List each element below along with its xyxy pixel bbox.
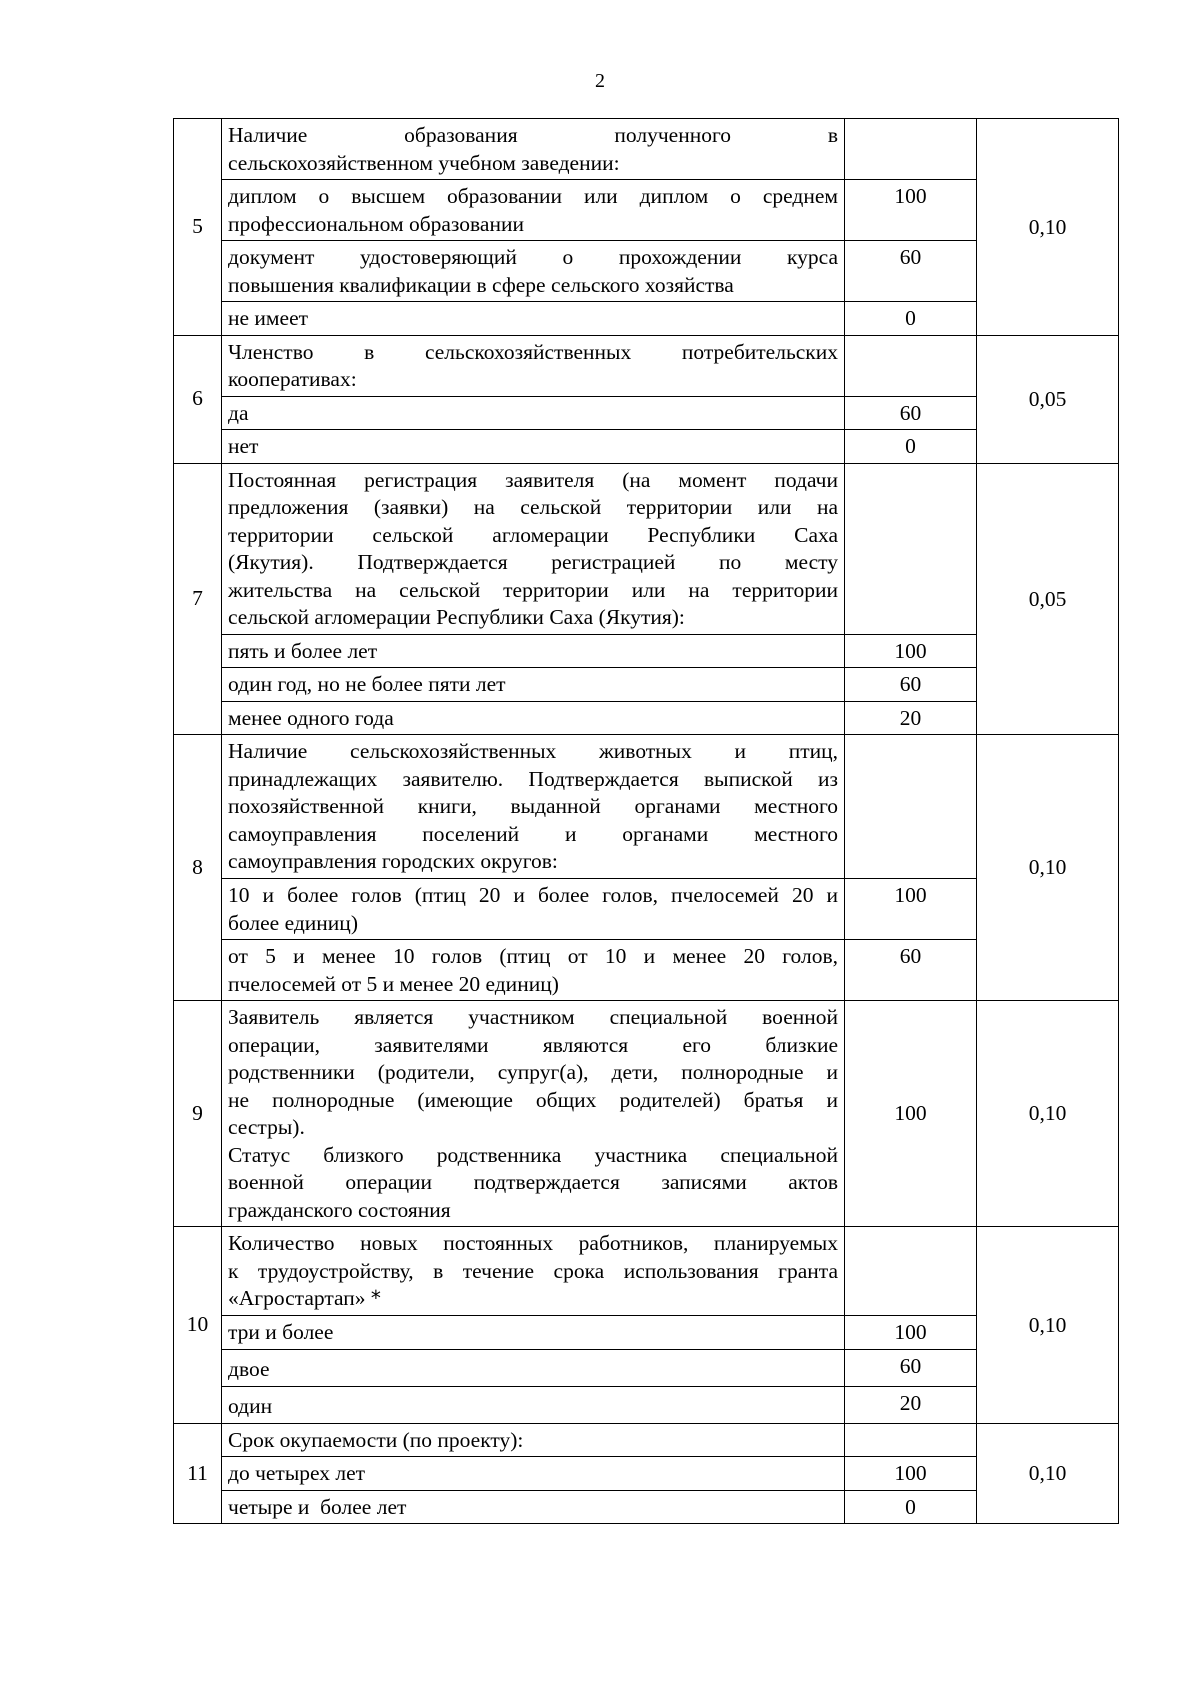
criterion-option: от 5 и менее 10 голов (птиц от 10 и менее 20 голов, пчелосемей от 5 и менее 20 единиц) 60 [174, 940, 1119, 1001]
criterion-row-10 [174, 1227, 1119, 1316]
option-score: 60 [845, 668, 977, 702]
criterion-option: три и более 100 [174, 1316, 1119, 1350]
option-score: 100 [845, 1001, 977, 1227]
score-cell-empty [845, 335, 977, 396]
criterion-number: 8 [174, 735, 222, 1001]
option-score: 100 [845, 1457, 977, 1491]
criterion-row-7 [174, 463, 1119, 634]
criterion-number: 5 [174, 119, 222, 336]
criterion-option: не имеет 0 [174, 302, 1119, 336]
option-score: 100 [845, 180, 977, 241]
option-score: 60 [845, 1349, 977, 1386]
criterion-number: 6 [174, 335, 222, 463]
criterion-number: 10 [174, 1227, 222, 1424]
criterion-number: 11 [174, 1423, 222, 1524]
option-score: 60 [845, 241, 977, 302]
option-score: 0 [845, 302, 977, 336]
criterion-header: Наличие образования полученного в сельскохозяйственном учебном заведении: [222, 119, 845, 180]
option-score: 20 [845, 701, 977, 735]
criterion-number: 9 [174, 1001, 222, 1227]
criterion-option: документ удостоверяющий о прохождении курса повышения квалификации в сфере сельского хозяйства 60 [174, 241, 1119, 302]
criterion-weight: 0,10 [977, 119, 1119, 336]
option-score: 0 [845, 1490, 977, 1524]
option-score: 100 [845, 879, 977, 940]
criterion-option: пять и более лет 100 [174, 634, 1119, 668]
criterion-row-11 [174, 1423, 1119, 1457]
criterion-header: Количество новых постоянных работников, планируемых к трудоустройству, в течение срока использования гранта «Агростартап» * [222, 1227, 845, 1316]
option-score: 60 [845, 940, 977, 1001]
criterion-header: Срок окупаемости (по проекту): [222, 1423, 845, 1457]
page-number: 2 [595, 70, 605, 92]
criterion-option: 10 и более голов (птиц 20 и более голов, пчелосемей 20 и более единиц) 100 [174, 879, 1119, 940]
criterion-option: один 20 [174, 1386, 1119, 1423]
criterion-weight: 0,05 [977, 335, 1119, 463]
criterion-option: менее одного года 20 [174, 701, 1119, 735]
criterion-weight: 0,10 [977, 1227, 1119, 1424]
option-score: 100 [845, 634, 977, 668]
criterion-number: 7 [174, 463, 222, 735]
option-score: 20 [845, 1386, 977, 1423]
criterion-header: Постоянная регистрация заявителя (на момент подачи предложения (заявки) на сельской территории или на территории сельской агломерации Республики Саха (Якутия). Подтверждается регистрацией по месту жительства на сельской территории или на территории сельской агломерации Республики Саха (Якутия): [222, 463, 845, 634]
criterion-header: Членство в сельскохозяйственных потребительских кооперативах: [222, 335, 845, 396]
score-cell-empty [845, 735, 977, 879]
criterion-row-6 [174, 335, 1119, 396]
criterion-row-5 [174, 119, 1119, 180]
score-cell-empty [845, 463, 977, 634]
criteria-table [173, 118, 1119, 1524]
criterion-option: четыре и более лет 0 [174, 1490, 1119, 1524]
option-score: 100 [845, 1316, 977, 1350]
option-score: 0 [845, 430, 977, 464]
criterion-option: до четырех лет 100 [174, 1457, 1119, 1491]
criterion-row-9 [174, 1001, 1119, 1227]
criterion-option: один год, но не более пяти лет 60 [174, 668, 1119, 702]
criterion-weight: 0,10 [977, 1001, 1119, 1227]
criterion-option: диплом о высшем образовании или диплом о среднем профессиональном образовании 100 [174, 180, 1119, 241]
score-cell-empty [845, 1423, 977, 1457]
criterion-option: да 60 [174, 396, 1119, 430]
score-cell-empty [845, 119, 977, 180]
criterion-header: Заявитель является участником специальной военной операции, заявителями являются его близкие родственники (родители, супруг(а), дети, полнородные и не полнородные (имеющие общих родителей) братья и сестры). Статус близкого родственника участника специальной военной операции подтверждается записями актов гражданского состояния [222, 1001, 845, 1227]
score-cell-empty [845, 1227, 977, 1316]
footnote-mark: * [370, 1286, 381, 1310]
criterion-weight: 0,10 [977, 1423, 1119, 1524]
criterion-weight: 0,05 [977, 463, 1119, 735]
criterion-option: двое 60 [174, 1349, 1119, 1386]
criterion-weight: 0,10 [977, 735, 1119, 1001]
criterion-header: Наличие сельскохозяйственных животных и птиц, принадлежащих заявителю. Подтверждается выпиской из похозяйственной книги, выданной органами местного самоуправления поселений и органами местного самоуправления городских округов: [222, 735, 845, 879]
criterion-option: нет 0 [174, 430, 1119, 464]
criterion-row-8 [174, 735, 1119, 879]
option-score: 60 [845, 396, 977, 430]
